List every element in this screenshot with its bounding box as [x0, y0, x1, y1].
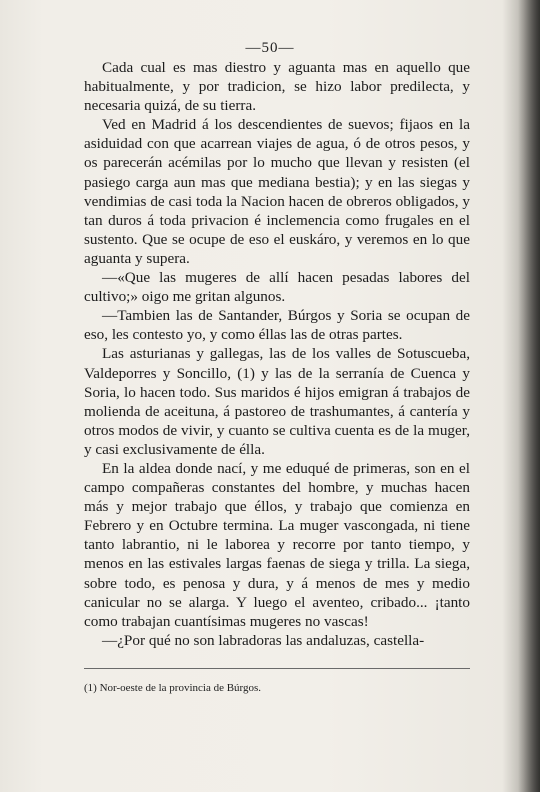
footnote: (1) Nor-oeste de la provincia de Búrgos. [84, 682, 262, 694]
paragraph-3: —«Que las mugeres de allí hacen pesadas labores del cultivo;» oigo me gritan algunos. [84, 269, 470, 306]
paragraph-5: Las asturianas y gallegas, las de los valles de Sotuscueba, Valdeporres y Soncillo, (1) y las de la serranía de Cuenca y Soria, lo hacen todo. Sus maridos é hijos emigran á trabajos de molienda de aceituna, á pastoreo de trashumantes, á cantería y otros modos de vivir, y cuanto se cultiva cuenta es de la muger, y casi exclusivamente de élla. [84, 345, 470, 458]
page-number: —50— [245, 40, 295, 56]
paragraph-4: —Tambien las de Santander, Búrgos y Soria se ocupan de eso, les contesto yo, y como éllas las de otras partes. [84, 307, 470, 344]
page-spine-shadow [518, 0, 540, 792]
page-body-text [84, 58, 470, 650]
paragraph-1: Cada cual es mas diestro y aguanta mas en aquello que habitualmente, y por tradicion, se hizo labor predilecta, y necesaria quizá, de su tierra. [84, 59, 470, 115]
paragraph-6: En la aldea donde nací, y me eduqué de primeras, son en el campo compañeras constantes del hombre, y muchas hacen más y mejor trabajo que éllos, y trabajo que comienza en Febrero y en Octubre termina. La muger vascongada, ni tiene tanto labrantio, ni le laborea y recorre por tanto tiempo, y menos en las estivales largas faenas de siega y trilla. La siega, sobre todo, es penosa y dura, y á menos de mes y medio canicular no se alarga. Y luego el aventeo, cribado... ¡tanto como trabajan cuantísimas mugeres no vascas! [84, 459, 470, 630]
paragraph-7: —¿Por qué no son labradoras las andaluzas, castella- [102, 631, 425, 649]
footnote-divider [84, 668, 470, 669]
paragraph-2: Ved en Madrid á los descendientes de suevos; fijaos en la asiduidad con que acarrean viajes de agua, ó de otros pesos, y os parecerán acémilas por lo mucho que llevan y resisten (el pasiego carga aun mas que mediana bestia); y en las siegas y vendimias de casi toda la Nacion hacen de obreros obligados, y tan duros á toda privacion é inclemencia como frugales en el sustento. Que se ocupe de eso el euskáro, y veremos en lo que aguanta y supera. [84, 116, 470, 267]
